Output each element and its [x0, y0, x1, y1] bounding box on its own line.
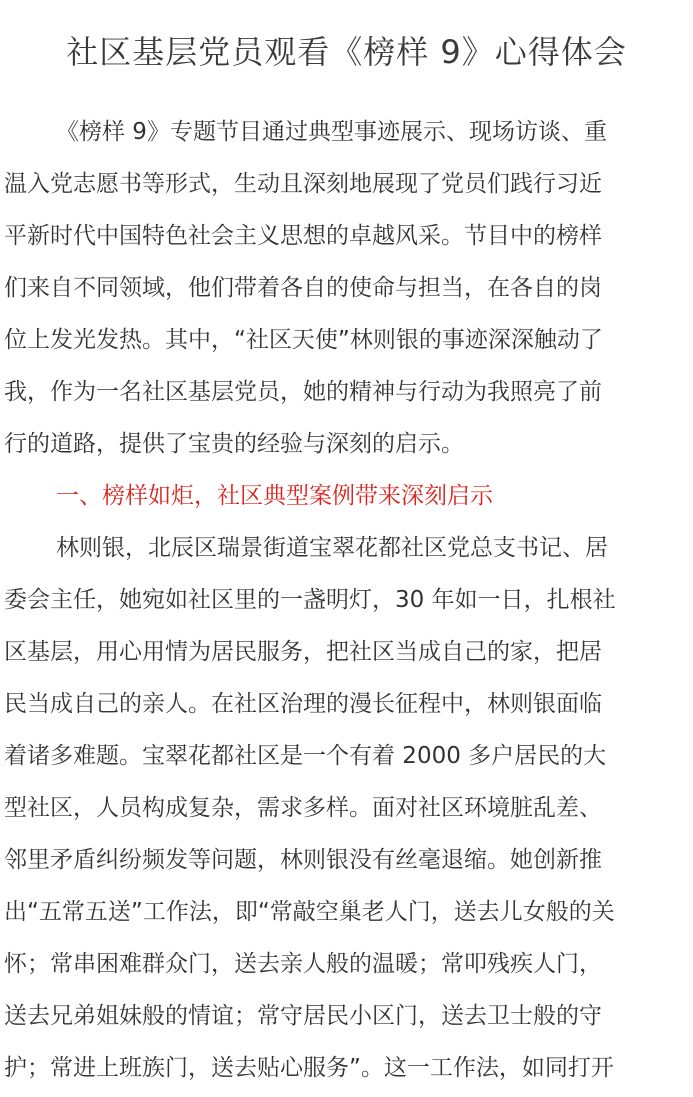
paragraph-line: 位上发光发热。其中，“社区天使”林则银的事迹深深触动了 [4, 327, 603, 353]
paragraph-line: 民当成自己的亲人。在社区治理的漫长征程中，林则银面临 [4, 691, 602, 717]
paragraph-line: 委会主任，她宛如社区里的一盏明灯，30 年如一日，扎根社 [4, 587, 616, 613]
paragraph-line: 着诸多难题。宝翠花都社区是一个有着 2000 多户居民的大 [4, 743, 607, 769]
paragraph-line: 林则银，北辰区瑞景街道宝翠花都社区党总支书记、居 [56, 535, 608, 561]
paragraph-line: 温入党志愿书等形式，生动且深刻地展现了党员们践行习近 [4, 171, 602, 197]
document-body [4, 106, 690, 1094]
paragraph-line: 邻里矛盾纠纷频发等问题，林则银没有丝毫退缩。她创新推 [4, 847, 602, 873]
paragraph-line: 我，作为一名社区基层党员，她的精神与行动为我照亮了前 [4, 379, 602, 405]
paragraph-2 [4, 522, 690, 1094]
paragraph-line: 型社区，人员构成复杂，需求多样。面对社区环境脏乱差、 [4, 795, 602, 821]
paragraph-line: 们来自不同领域，他们带着各自的使命与担当，在各自的岗 [4, 275, 602, 301]
paragraph-line: 怀；常串困难群众门，送去亲人般的温暖；常叩残疾人门， [4, 951, 602, 977]
section-heading: 一、榜样如炬，社区典型案例带来深刻启示 [56, 483, 493, 509]
paragraph-line: 平新时代中国特色社会主义思想的卓越风采。节目中的榜样 [4, 223, 602, 249]
paragraph-line: 送去兄弟姐妹般的情谊；常守居民小区门，送去卫士般的守 [4, 1003, 602, 1029]
paragraph-line: 行的道路，提供了宝贵的经验与深刻的启示。 [4, 431, 464, 457]
paragraph-line: 护；常进上班族门，送去贴心服务”。这一工作法，如同打开 [4, 1055, 614, 1081]
paragraph-line: 《榜样 9》专题节目通过典型事迹展示、现场访谈、重 [56, 119, 607, 145]
document-title: 社区基层党员观看《榜样 9》心得体会 [66, 33, 627, 71]
paragraph-line: 区基层，用心用情为居民服务，把社区当成自己的家，把居 [4, 639, 602, 665]
paragraph-line: 出“五常五送”工作法，即“常敲空巢老人门，送去儿女般的关 [4, 899, 615, 925]
paragraph-1 [4, 106, 690, 470]
